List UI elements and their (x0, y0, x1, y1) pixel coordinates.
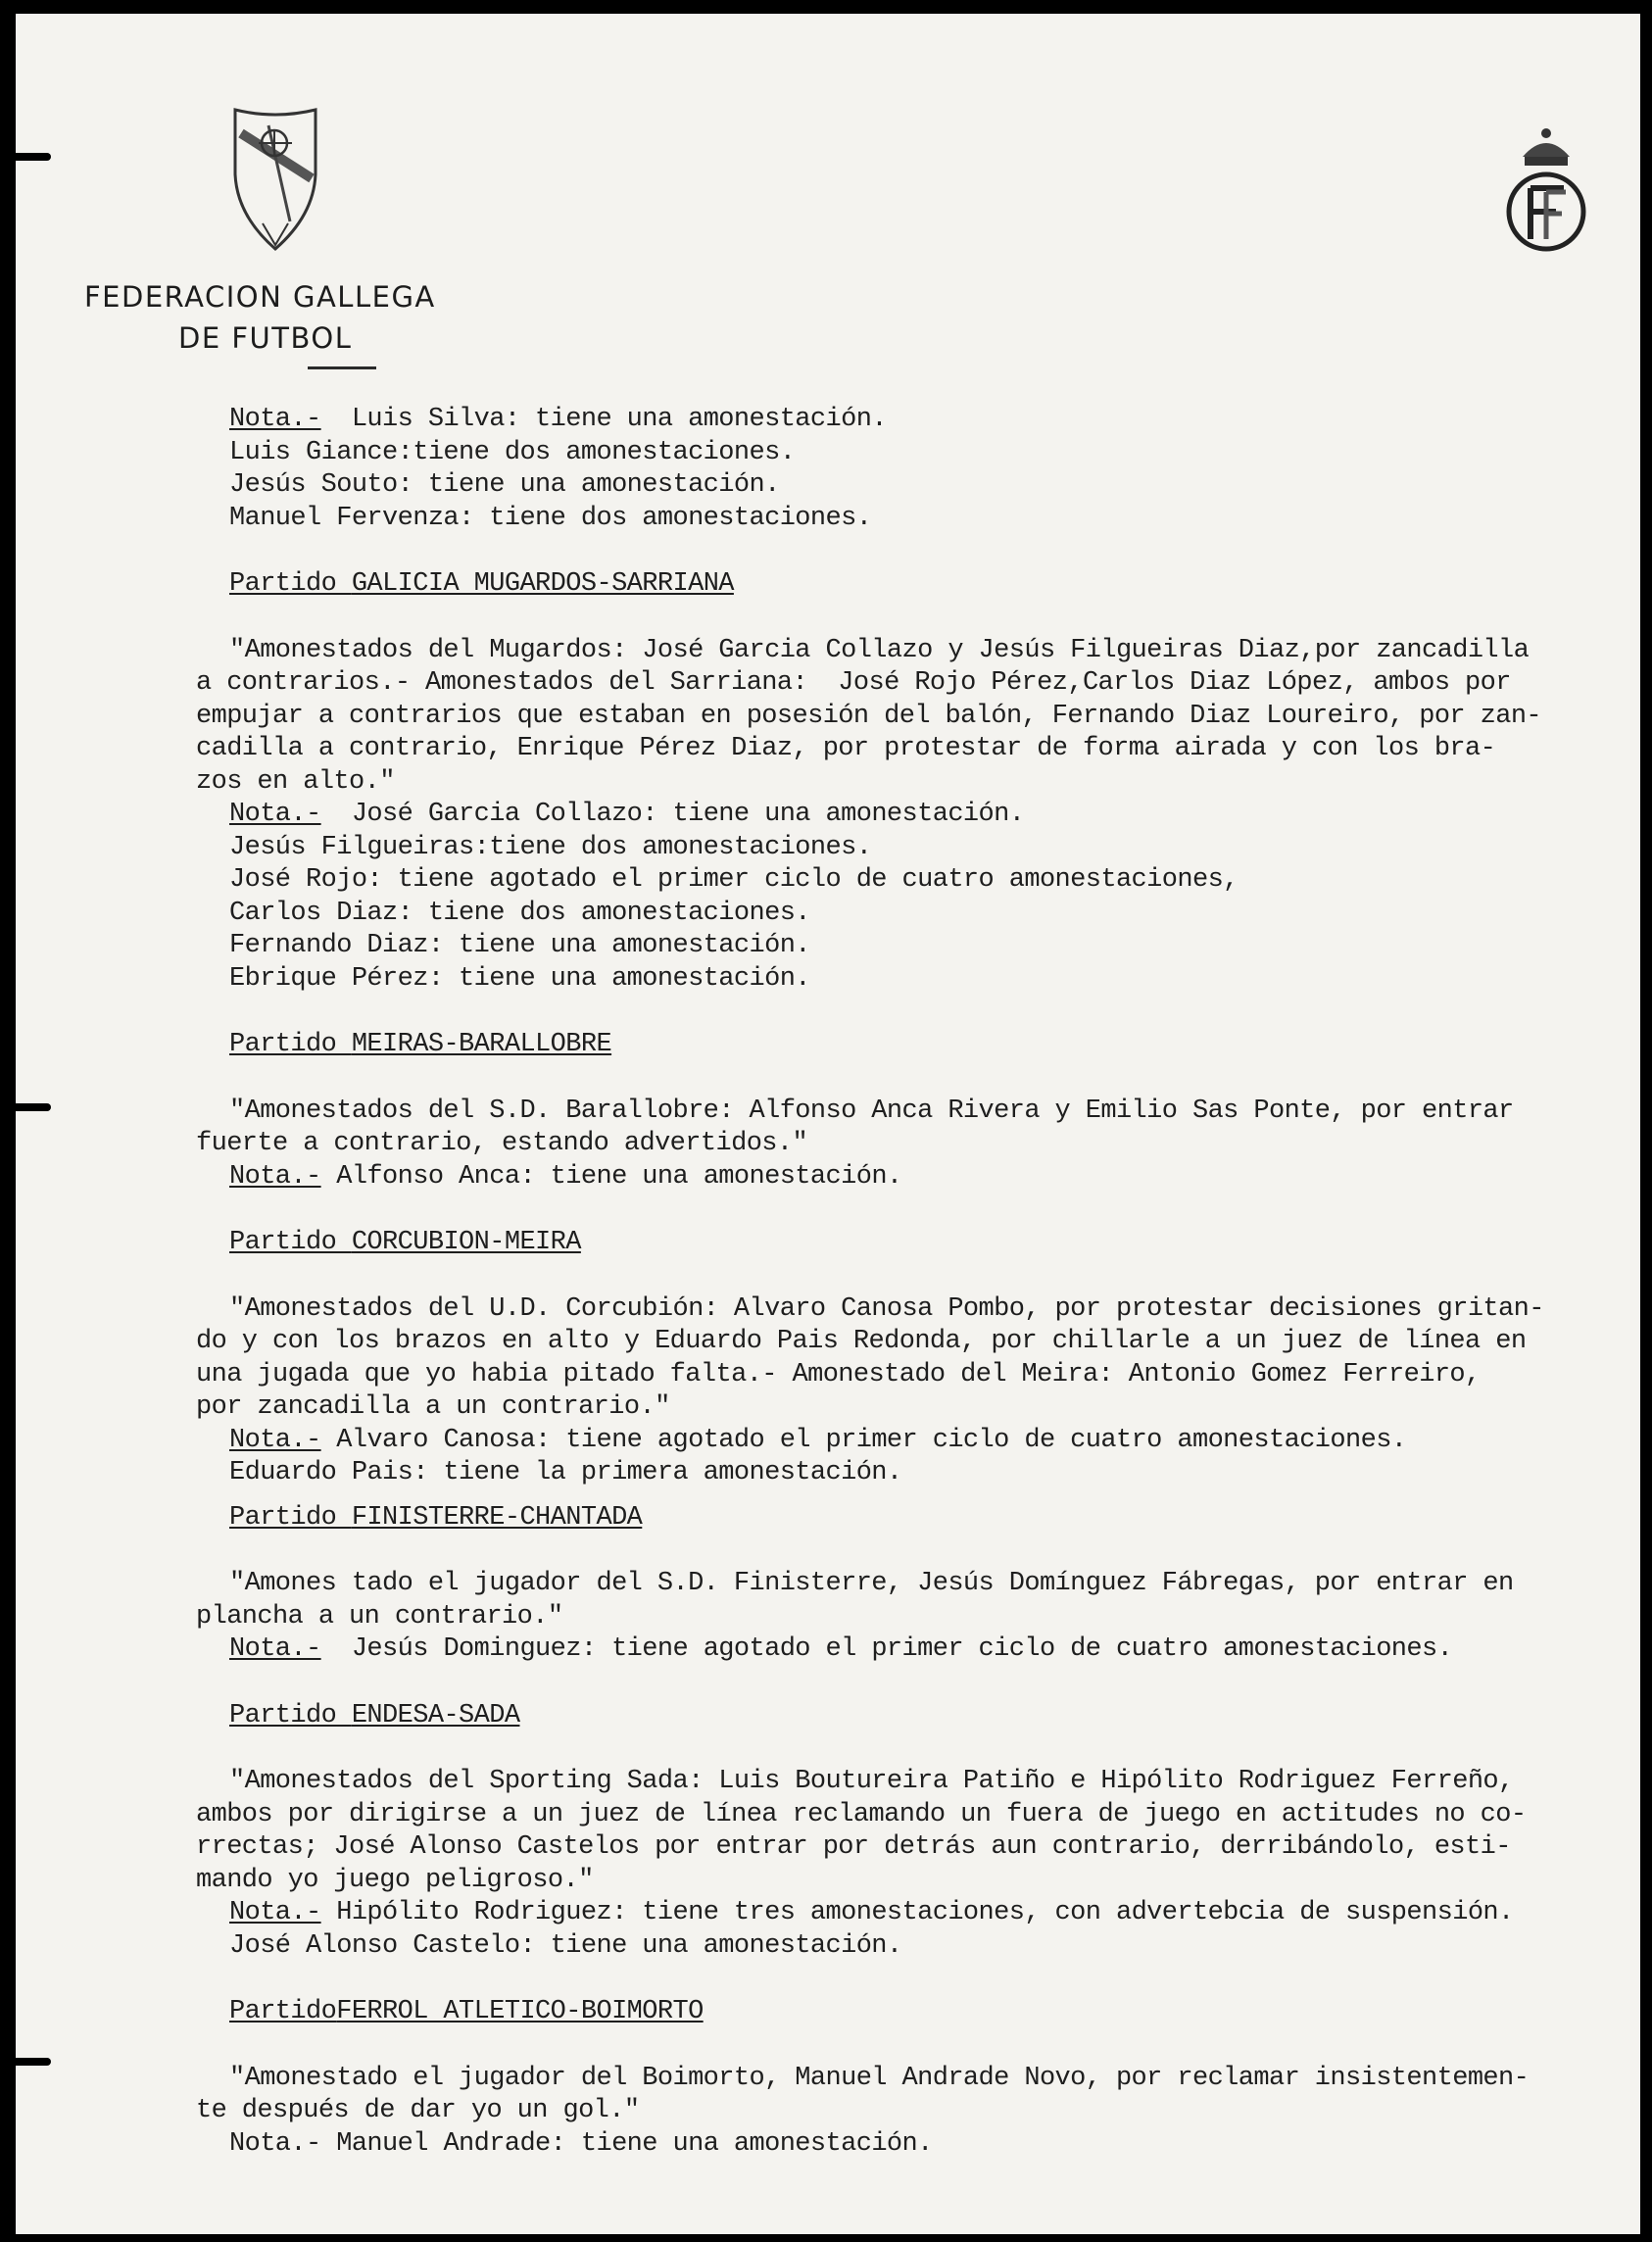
quote-line: "Amonestados del S.D. Barallobre: Alfonso Anca Rivera y Emilio Sas Ponte, por entrar (229, 1096, 1514, 1126)
quote-line: te después de dar yo un gol." (196, 2096, 640, 2125)
quote-line: "Amonestados del U.D. Corcubión: Alvaro Canosa Pombo, por protestar decisiones gritan- (229, 1293, 1544, 1324)
match-title: Partido FINISTERRE-CHANTADA (229, 1502, 643, 1533)
quote-line: una jugada que yo habia pitado falta.- Amonestado del Meira: Antonio Gomez Ferreiro, (196, 1359, 1481, 1389)
nota-line: Nota.- Alvaro Canosa: tiene agotado el primer ciclo de cuatro amonestaciones. (229, 1425, 1407, 1455)
nota-line: Nota.- Jesús Dominguez: tiene agotado el primer ciclo de cuatro amonestaciones. (229, 1634, 1453, 1664)
nota-label: Nota.- (229, 800, 321, 829)
nota-line: Nota.- Hipólito Rodriguez: tiene tres amonestaciones, con advertebcia de suspensión. (229, 1898, 1514, 1927)
quote-line: "Amonestados del Sporting Sada: Luis Boutureira Patiño e Hipólito Rodriguez Ferreño, (229, 1767, 1514, 1796)
match-title: Partido GALICIA MUGARDOS-SARRIANA (229, 569, 734, 599)
nota-line: Carlos Diaz: tiene dos amonestaciones. (229, 898, 810, 928)
match-title: PartidoFERROL ATLETICO-BOIMORTO (229, 1997, 704, 2026)
quote-line: a contrarios.- Amonestados del Sarriana: José Rojo Pérez,Carlos Diaz López, ambos por (196, 668, 1511, 698)
quote-line: rrectas; José Alonso Castelos por entrar por detrás aun contrario, derribándolo, esti- (196, 1832, 1511, 1862)
binder-hole (16, 2058, 51, 2066)
nota-label: Nota.- (229, 1634, 321, 1664)
nota-label: Nota.- (229, 1425, 321, 1455)
nota-line: Ebrique Pérez: tiene una amonestación. (229, 963, 810, 994)
federation-shield-logo (229, 106, 321, 253)
match-title: Partido MEIRAS-BARALLOBRE (229, 1030, 612, 1059)
nota-line: Manuel Fervenza: tiene dos amonestaciones. (229, 503, 872, 533)
nota-line: José Rojo: tiene agotado el primer ciclo de cuatro amonestaciones, (229, 865, 1239, 895)
nota-line: Nota.- Alfonso Anca: tiene una amonestación. (229, 1161, 902, 1192)
quote-line: mando yo juego peligroso." (196, 1865, 594, 1895)
nota-line: Nota.- Luis Silva: tiene una amonestación. (229, 405, 887, 434)
nota-line: Jesús Filgueiras:tiene dos amonestaciones. (229, 832, 872, 862)
letterhead-rule (308, 366, 376, 369)
nota-line: Jesús Souto: tiene una amonestación. (229, 470, 780, 500)
quote-line: cadilla a contrario, Enrique Pérez Diaz, por protestar de forma airada y con los bra- (196, 734, 1496, 763)
quote-line: do y con los brazos en alto y Eduardo Pais Redonda, por chillarle a un juez de línea en (196, 1327, 1527, 1356)
quote-line: fuerte a contrario, estando advertidos." (196, 1129, 808, 1158)
federation-name-line1: FEDERACION GALLEGA (84, 280, 436, 314)
quote-line: ambos por dirigirse a un juez de línea reclamando un fuera de juego en actitudes no co- (196, 1799, 1527, 1829)
nota-label: Nota.- (229, 2128, 321, 2159)
nota-label: Nota.- (229, 1898, 321, 1927)
report-body (196, 404, 1640, 2161)
match-title: Partido ENDESA-SADA (229, 1700, 520, 1730)
quote-line: por zancadilla a un contrario." (196, 1392, 670, 1422)
nota-line: Fernando Diaz: tiene una amonestación. (229, 931, 810, 960)
federation-letterhead (84, 280, 436, 369)
binder-hole (16, 1103, 51, 1111)
nota-line: Eduardo Pais: tiene la primera amonestación. (229, 1458, 902, 1487)
quote-line: "Amonestado el jugador del Boimorto, Manuel Andrade Novo, por reclamar insistentemen- (229, 2063, 1530, 2093)
federation-name-line2: DE FUTBOL (178, 321, 353, 355)
nota-line: Nota.- Manuel Andrade: tiene una amonestación. (229, 2128, 933, 2159)
quote-line: "Amonestados del Mugardos: José Garcia Collazo y Jesús Filgueiras Diaz,por zancadilla (229, 635, 1530, 665)
nota-label: Nota.- (229, 1161, 321, 1192)
quote-line: zos en alto." (196, 766, 395, 797)
document-page (16, 14, 1640, 2234)
quote-line: "Amones tado el jugador del S.D. Finisterre, Jesús Domínguez Fábregas, por entrar en (229, 1569, 1514, 1598)
nota-line: Nota.- José Garcia Collazo: tiene una amonestación. (229, 800, 1025, 829)
rfef-crest-logo (1495, 122, 1597, 268)
quote-line: empujar a contrarios que estaban en posesión del balón, Fernando Diaz Loureiro, por zan- (196, 701, 1542, 731)
match-title: Partido CORCUBION-MEIRA (229, 1228, 581, 1257)
quote-line: plancha a un contrario." (196, 1601, 563, 1632)
nota-line: Luis Giance:tiene dos amonestaciones. (229, 437, 796, 467)
nota-line: José Alonso Castelo: tiene una amonestación. (229, 1930, 902, 1961)
nota-label: Nota.- (229, 405, 321, 434)
binder-hole (16, 153, 51, 161)
